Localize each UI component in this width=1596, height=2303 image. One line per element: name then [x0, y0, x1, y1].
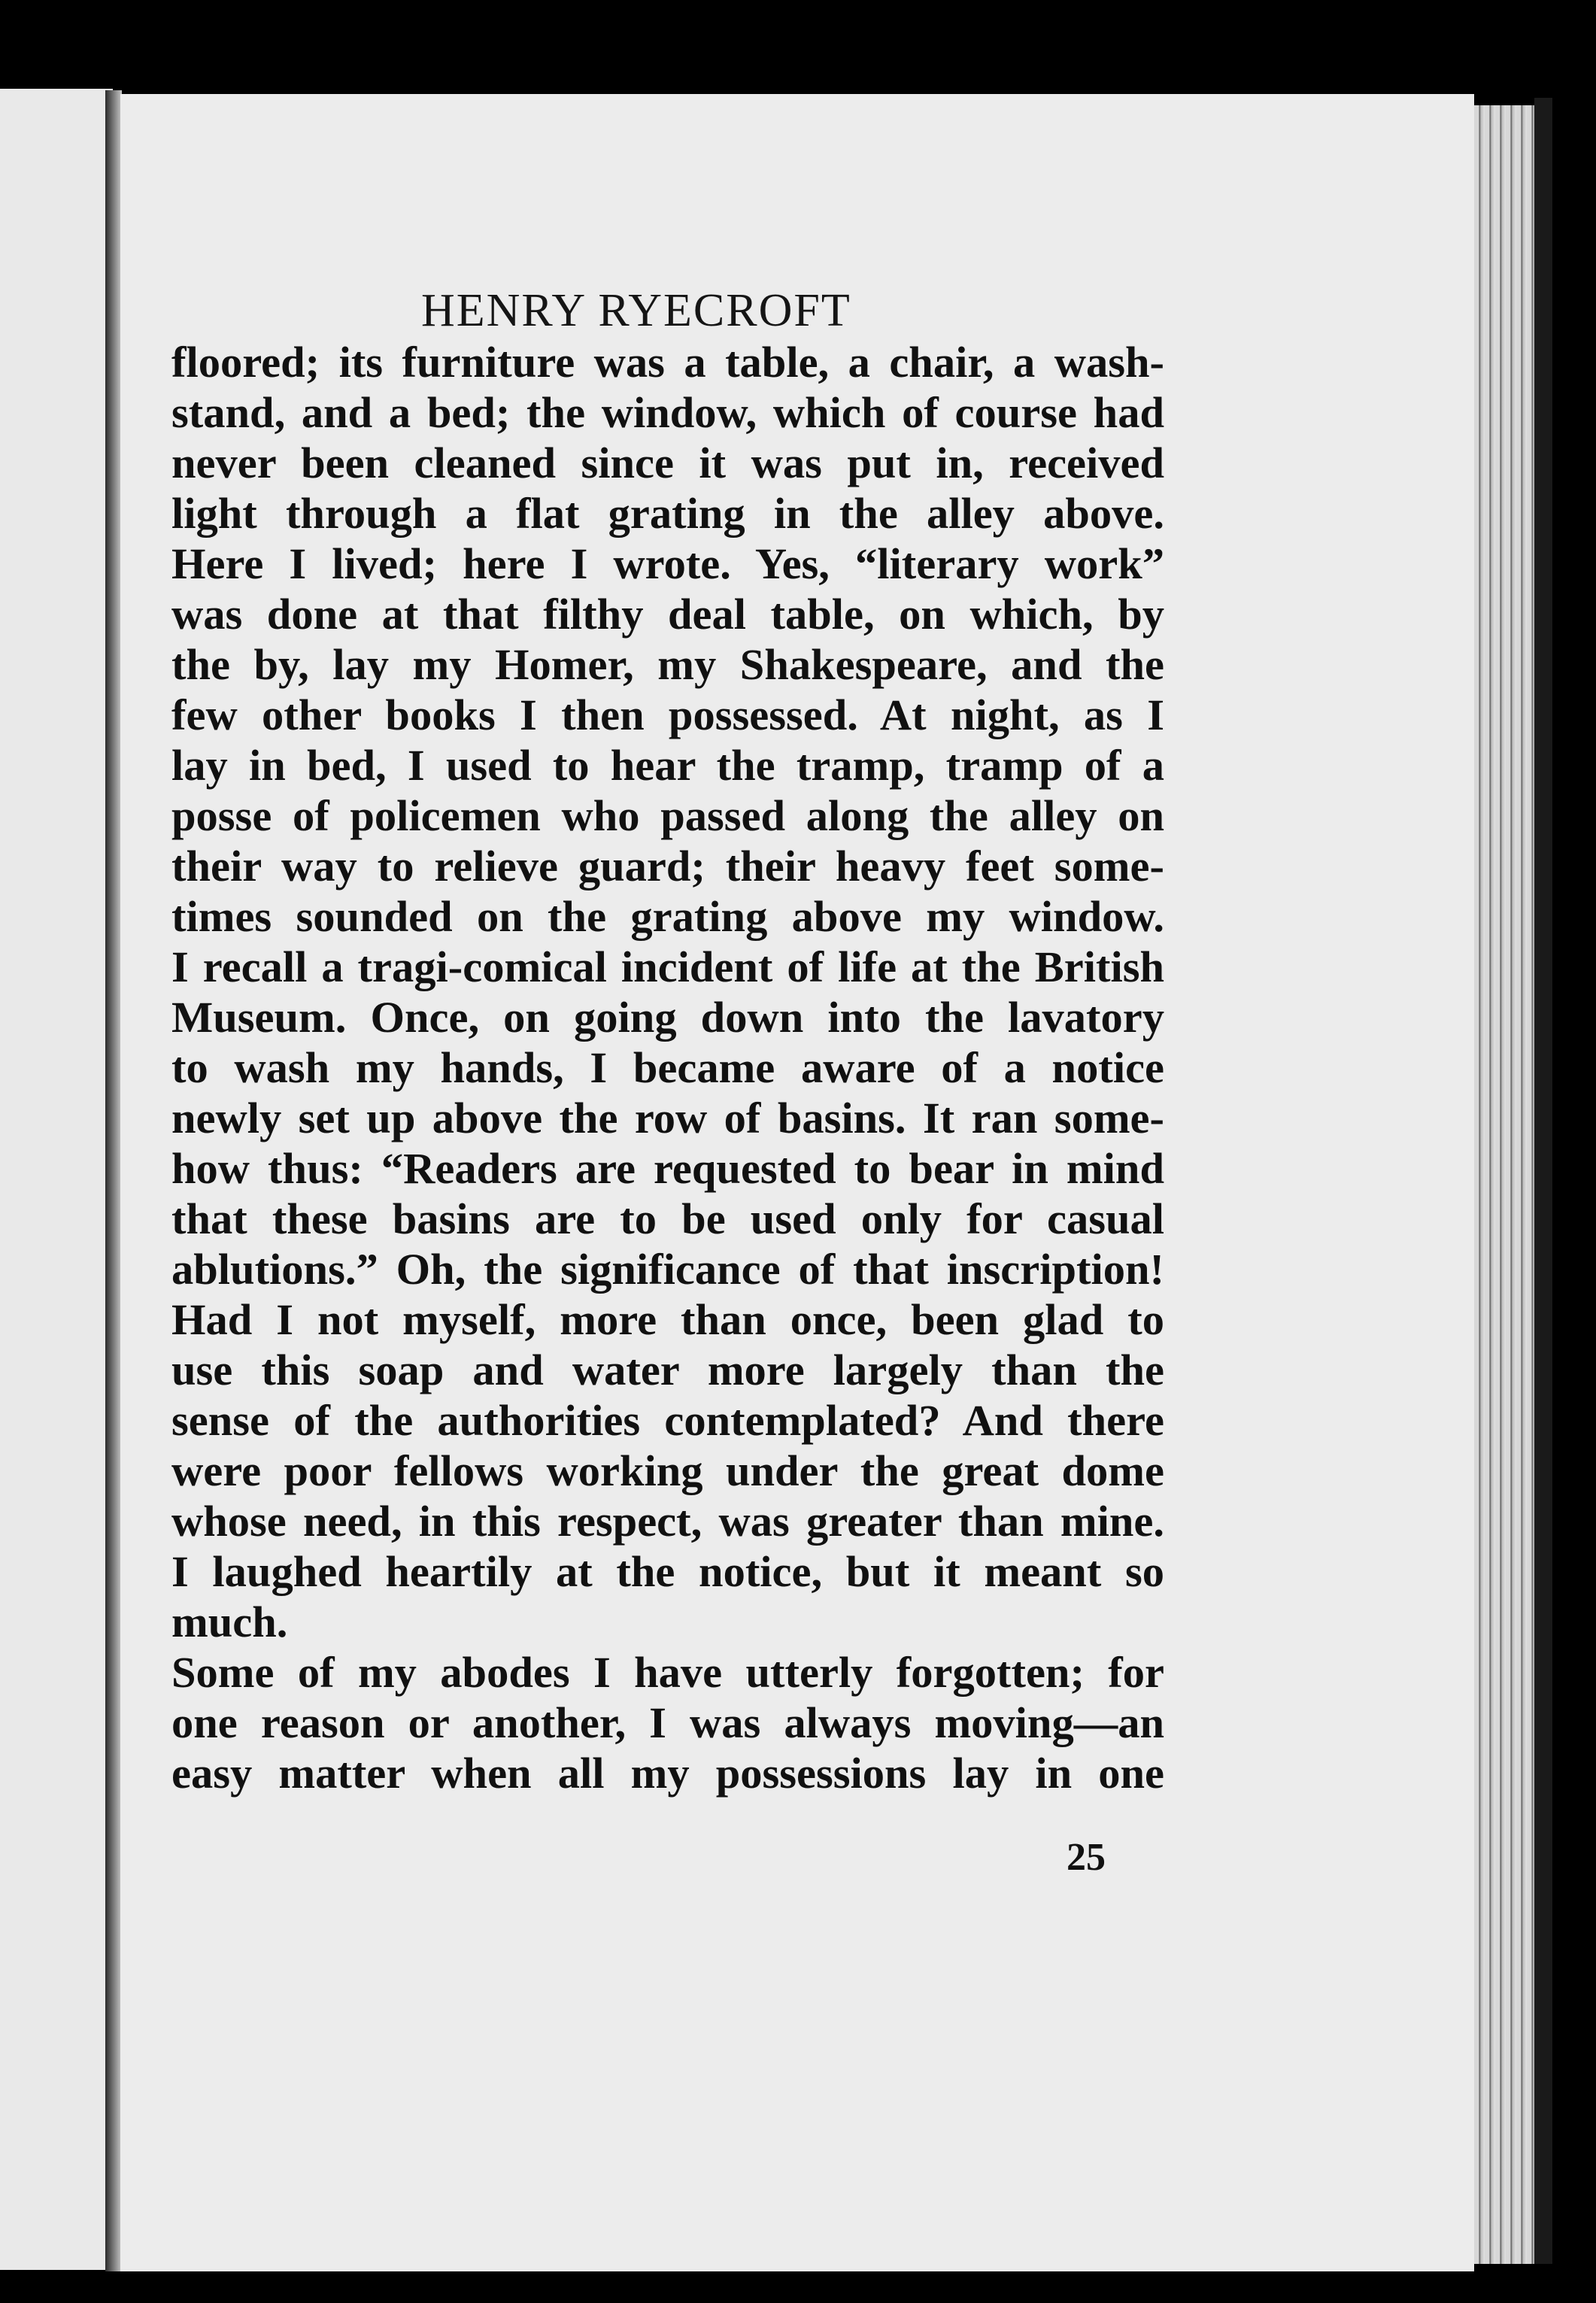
- text-line: use this soap and water more largely than the: [171, 1346, 1164, 1394]
- text-line: sense of the authorities contemplated? And there: [171, 1396, 1164, 1445]
- text-line: Museum. Once, on going down into the lavatory: [171, 993, 1164, 1042]
- text-line: times sounded on the grating above my window.: [171, 892, 1164, 941]
- running-head: HENRY RYECROFT: [421, 285, 851, 336]
- text-line: light through a flat grating in the alley above.: [171, 489, 1164, 538]
- text-line: I laughed heartily at the notice, but it meant so: [171, 1547, 1164, 1596]
- text-line: Here I lived; here I wrote. Yes, “literary work”: [171, 539, 1164, 588]
- cover-edge: [1534, 98, 1552, 2264]
- text-line: their way to relieve guard; their heavy feet some-: [171, 842, 1164, 891]
- body-text: [171, 337, 1164, 1798]
- text-line: easy matter when all my possessions lay in one: [171, 1749, 1164, 1798]
- text-line: to wash my hands, I became aware of a notice: [171, 1043, 1164, 1092]
- page-number: 25: [1067, 1836, 1106, 1879]
- text-line: that these basins are to be used only for casual: [171, 1194, 1164, 1243]
- text-line: was done at that filthy deal table, on which, by: [171, 590, 1164, 639]
- text-line: few other books I then possessed. At night, as I: [171, 690, 1164, 739]
- text-line: ablutions.” Oh, the significance of that inscription!: [171, 1245, 1164, 1294]
- text-line: never been cleaned since it was put in, received: [171, 438, 1164, 487]
- book-gutter: [105, 90, 122, 2271]
- text-line: were poor fellows working under the great dome: [171, 1446, 1164, 1495]
- facing-page-edge: [0, 89, 113, 2270]
- text-line: Had I not myself, more than once, been glad to: [171, 1295, 1164, 1344]
- text-line: posse of policemen who passed along the alley on: [171, 791, 1164, 840]
- text-line: lay in bed, I used to hear the tramp, tramp of a: [171, 741, 1164, 790]
- text-line: how thus: “Readers are requested to bear in mind: [171, 1144, 1164, 1193]
- text-line: stand, and a bed; the window, which of course had: [171, 388, 1164, 437]
- text-line: the by, lay my Homer, my Shakespeare, and the: [171, 640, 1164, 689]
- text-line: whose need, in this respect, was greater than mine.: [171, 1497, 1164, 1546]
- text-line: floored; its furniture was a table, a chair, a wash-: [171, 338, 1164, 387]
- text-line: newly set up above the row of basins. It ran some-: [171, 1094, 1164, 1142]
- text-line: Some of my abodes I have utterly forgotten; for: [171, 1648, 1164, 1697]
- text-line: one reason or another, I was always moving—an: [171, 1698, 1164, 1747]
- text-line: I recall a tragi-comical incident of life at the British: [171, 942, 1164, 991]
- text-line: much.: [171, 1598, 288, 1646]
